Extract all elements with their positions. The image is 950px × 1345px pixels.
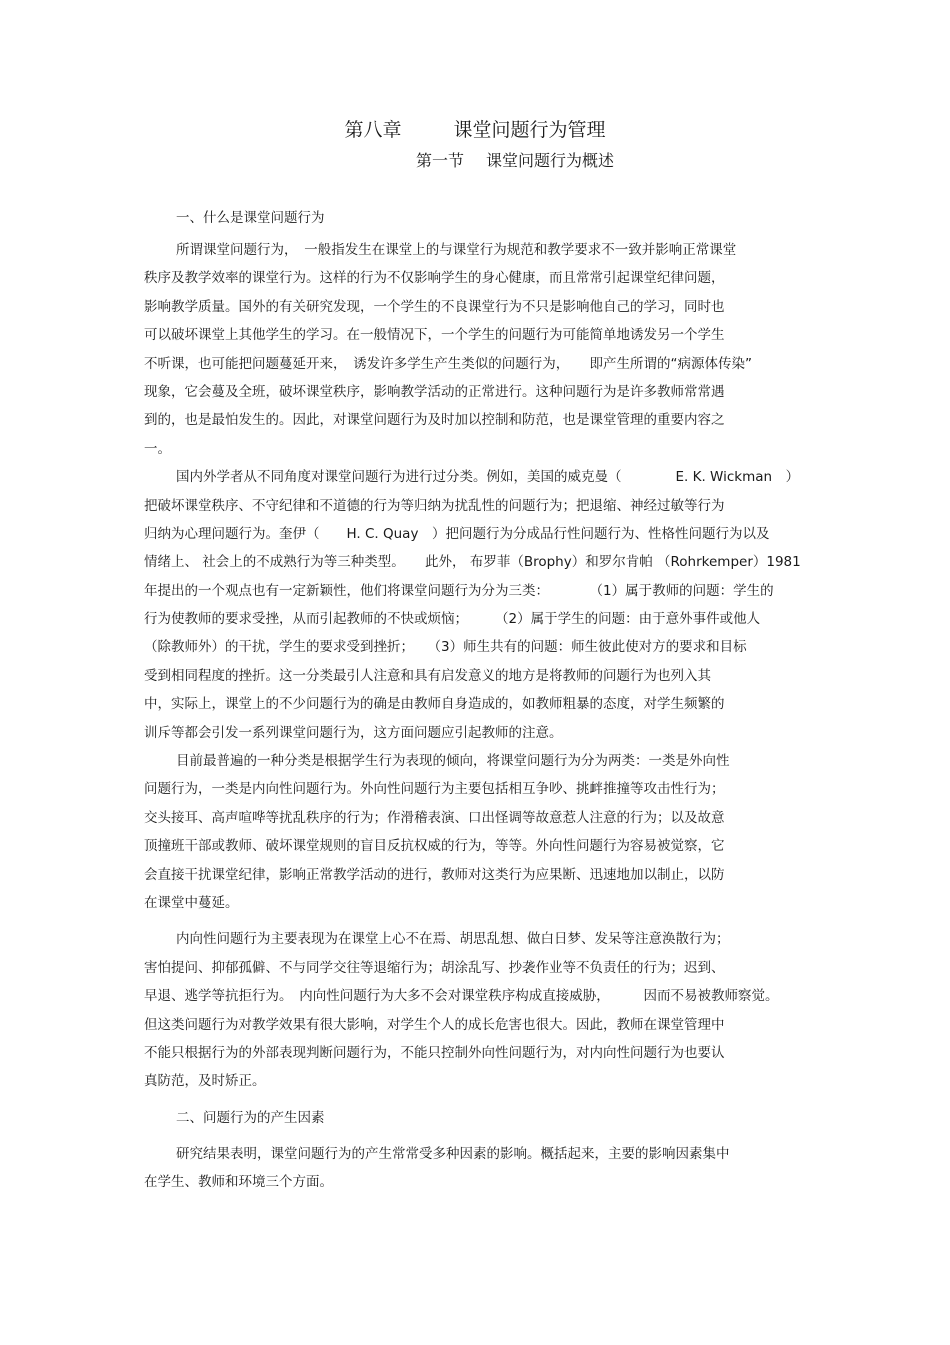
text-line: 行为使教师的要求受挫，从而引起教师的不快或烦恼； （2）属于学生的问题：由于意外事件或他人	[144, 611, 761, 628]
text-line: 在学生、教师和环境三个方面。	[144, 1174, 333, 1191]
text-line: 秩序及教学效率的课堂行为。这样的行为不仅影响学生的身心健康，而且常常引起课堂纪律问题，	[144, 270, 725, 287]
text-line: 害怕提问、抑郁孤僻、不与同学交往等退缩行为；胡涂乱写、抄袭作业等不负责任的行为；迟到、	[144, 959, 725, 976]
paragraph	[144, 747, 872, 917]
text-line: 交头接耳、高声喧哗等扰乱秩序的行为；作滑稽表演、口出怪调等故意惹人注意的行为；以及故意	[144, 809, 725, 826]
text-line: 早退、逃学等抗拒行为。 内向性问题行为大多不会对课堂秩序构成直接威胁， 因而不易被教师察觉。	[144, 988, 779, 1005]
text-line: 情绪上、 社会上的不成熟行为等三种类型。 此外， 布罗菲（Brophy）和罗尔肯帕 （Rohrkemper）1981	[144, 554, 801, 571]
section-label: 第一节	[415, 151, 464, 170]
text-line: 一。	[144, 440, 171, 457]
text-line: 问题行为，一类是内向性问题行为。外向性问题行为主要包括相互争吵、挑衅推撞等攻击性行为；	[144, 781, 725, 798]
text-line: 会直接干扰课堂纪律，影响正常教学活动的进行，教师对这类行为应果断、迅速地加以制止，以防	[144, 866, 725, 883]
chapter-title	[0, 116, 950, 144]
section-heading: 一、什么是课堂问题行为	[176, 210, 325, 226]
text-line: 现象，它会蔓及全班，破坏课堂秩序，影响教学活动的正常进行。这种问题行为是许多教师常常遇	[144, 383, 725, 400]
text-line: 训斥等都会引发一系列课堂问题行为，这方面问题应引起教师的注意。	[144, 724, 563, 741]
section-title	[0, 148, 950, 174]
document-body	[144, 204, 872, 1197]
text-line: 受到相同程度的挫折。这一分类最引人注意和具有启发意义的地方是将教师的问题行为也列入其	[144, 667, 711, 684]
text-line: 不能只根据行为的外部表现判断问题行为，不能只控制外向性问题行为，对内向性问题行为也要认	[144, 1044, 725, 1061]
paragraph	[144, 925, 872, 1095]
text-line: 真防范，及时矫正。	[144, 1073, 266, 1090]
text-line: 不听课，也可能把问题蔓延开来， 诱发许多学生产生类似的问题行为， 即产生所谓的“病源体传染”	[144, 355, 752, 372]
text-line: 影响教学质量。国外的有关研究发现，一个学生的不良课堂行为不只是影响他自己的学习，同时也	[144, 298, 725, 315]
text-line: 年提出的一个观点也有一定新颖性，他们将课堂问题行为分为三类： （1）属于教师的问题：学生的	[144, 582, 774, 599]
section-name: 课堂问题行为概述	[486, 151, 615, 170]
text-line: （除教师外）的干扰，学生的要求受到挫折； （3）师生共有的问题：师生彼此使对方的要求和目标	[144, 639, 747, 656]
text-line: 但这类问题行为对教学效果有很大影响，对学生个人的成长危害也很大。因此，教师在课堂管理中	[144, 1016, 725, 1033]
text-line: 中，实际上，课堂上的不少问题行为的确是由教师自身造成的，如教师粗暴的态度，对学生频繁的	[144, 696, 725, 713]
paragraph	[144, 463, 872, 747]
section-heading: 二、问题行为的产生因素	[176, 1109, 325, 1126]
chapter-name: 课堂问题行为管理	[453, 119, 606, 141]
text-line: 国内外学者从不同角度对课堂问题行为进行过分类。例如，美国的威克曼（ E. K. Wickman ）	[176, 469, 800, 486]
text-line: 在课堂中蔓延。	[144, 894, 239, 911]
chapter-label: 第八章	[344, 119, 402, 141]
text-line: 研究结果表明，课堂问题行为的产生常常受多种因素的影响。概括起来，主要的影响因素集中	[176, 1145, 730, 1162]
text-line: 所谓课堂问题行为， 一般指发生在课堂上的与课堂行为规范和教学要求不一致并影响正常课堂	[176, 242, 737, 258]
paragraph	[144, 236, 872, 463]
paragraph	[144, 1140, 872, 1197]
text-line: 顶撞班干部或教师、破坏课堂规则的盲目反抗权威的行为，等等。外向性问题行为容易被觉察，它	[144, 838, 725, 855]
text-line: 内向性问题行为主要表现为在课堂上心不在焉、胡思乱想、做白日梦、发呆等注意涣散行为；	[176, 931, 730, 948]
text-line: 到的，也是最怕发生的。因此，对课堂问题行为及时加以控制和防范，也是课堂管理的重要内容之	[144, 412, 725, 429]
text-line: 归纳为心理问题行为。奎伊（ H. C. Quay ）把问题行为分成品行性问题行为、性格性问题行为以及	[144, 525, 770, 542]
text-line: 可以破坏课堂上其他学生的学习。在一般情况下，一个学生的问题行为可能简单地诱发另一个学生	[144, 327, 725, 344]
text-line: 把破坏课堂秩序、不守纪律和不道德的行为等归纳为扰乱性的问题行为；把退缩、神经过敏等行为	[144, 497, 725, 514]
text-line: 目前最普遍的一种分类是根据学生行为表现的倾向，将课堂问题行为分为两类：一类是外向性	[176, 753, 730, 770]
